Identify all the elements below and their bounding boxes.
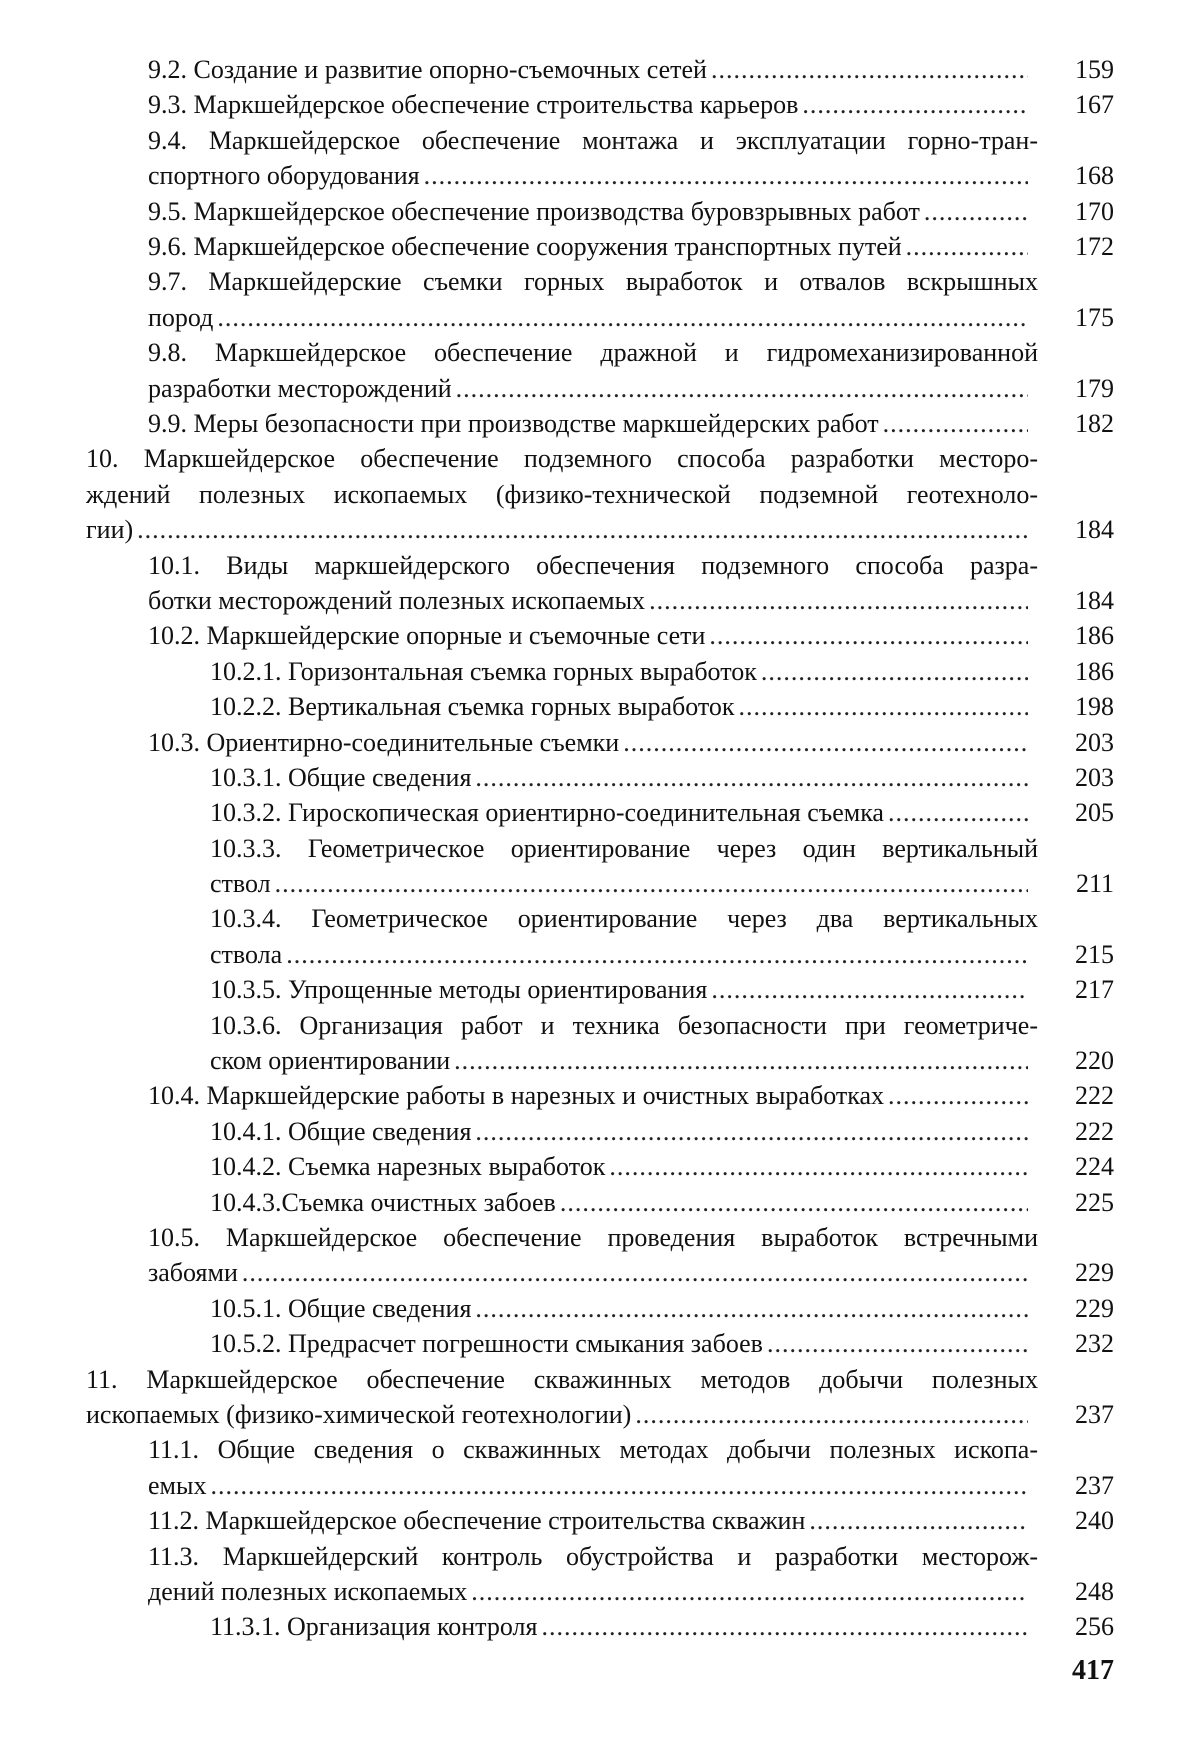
toc-entry-text: 10.5. Маркшейдерское обеспечение проведения выработок встречными <box>148 1223 1038 1253</box>
toc-entry-text: спортного оборудования <box>148 161 420 191</box>
toc-page-number: 256 <box>1075 1612 1114 1642</box>
toc-page-number: 229 <box>1075 1293 1114 1323</box>
toc-entry <box>0 795 1200 830</box>
toc-page-number: 222 <box>1075 1081 1114 1111</box>
dot-leader <box>709 618 1028 653</box>
toc-page-number: 225 <box>1075 1187 1114 1217</box>
toc-entry-text: 9.3. Маркшейдерское обеспечение строительства карьеров <box>148 90 799 120</box>
toc-entry <box>0 618 1200 653</box>
toc-entry-text: 9.5. Маркшейдерское обеспечение производства буровзрывных работ <box>148 196 920 226</box>
toc-entry-text: 9.9. Меры безопасности при производстве маркшейдерских работ <box>148 408 879 438</box>
toc-page-number: 198 <box>1075 692 1114 722</box>
toc-line <box>0 1468 1200 1503</box>
toc-entry-text: 10.1. Виды маркшейдерского обеспечения подземного способа разра- <box>148 550 1038 580</box>
toc-page-number: 237 <box>1075 1470 1114 1500</box>
toc-line <box>0 1397 1200 1432</box>
toc-page-number: 184 <box>1075 585 1114 615</box>
dot-leader <box>475 1291 1028 1326</box>
toc-entry <box>0 264 1200 335</box>
toc-entry <box>0 1114 1200 1149</box>
toc-entry-text: 10.3.3. Геометрическое ориентирование через один вертикальный <box>210 833 1038 863</box>
toc-line <box>0 1432 1200 1467</box>
dot-leader <box>475 1114 1028 1149</box>
toc-line <box>0 300 1200 335</box>
toc-entry <box>0 654 1200 689</box>
toc-line <box>0 194 1200 229</box>
toc-page-number: 217 <box>1075 975 1114 1005</box>
toc-page-number: 232 <box>1075 1329 1114 1359</box>
toc-entry <box>0 406 1200 441</box>
toc-page-number: 222 <box>1075 1116 1114 1146</box>
dot-leader <box>475 760 1028 795</box>
toc-line <box>0 760 1200 795</box>
toc-line <box>0 583 1200 618</box>
toc-entry-text: 10.2.1. Горизонтальная съемка горных выработок <box>210 656 757 686</box>
toc-entry <box>0 972 1200 1007</box>
toc-page-number: 175 <box>1075 302 1114 332</box>
dot-leader <box>883 406 1028 441</box>
toc-entry <box>0 1362 1200 1433</box>
toc-entry-text: дений полезных ископаемых <box>148 1576 468 1606</box>
toc-page-number: 205 <box>1075 798 1114 828</box>
toc-entry <box>0 1291 1200 1326</box>
toc-page-number: 220 <box>1075 1046 1114 1076</box>
toc-line <box>0 1114 1200 1149</box>
toc-page-number: 184 <box>1075 515 1114 545</box>
toc-entry-text: 11.2. Маркшейдерское обеспечение строительства скважин <box>148 1506 806 1536</box>
toc-page-number: 179 <box>1075 373 1114 403</box>
toc-line <box>0 1503 1200 1538</box>
toc-entry <box>0 1078 1200 1113</box>
toc-entry-text: ствол <box>210 869 271 899</box>
toc-entry-text: ском ориентировании <box>210 1046 451 1076</box>
toc-entry <box>0 52 1200 87</box>
toc-entry <box>0 1326 1200 1361</box>
dot-leader <box>454 1043 1028 1078</box>
toc-entry <box>0 760 1200 795</box>
toc-entry-text: 10.4.3.Съемка очистных забоев <box>210 1187 556 1217</box>
toc-page-number: 215 <box>1075 939 1114 969</box>
toc-entry-text: 10.3.2. Гироскопическая ориентирно-соединительная съемка <box>210 798 884 828</box>
toc-line <box>0 1078 1200 1113</box>
toc-line <box>0 689 1200 724</box>
toc-entry-text: 10. Маркшейдерское обеспечение подземного способа разработки месторо- <box>86 444 1038 474</box>
toc-entry-text: 10.2. Маркшейдерские опорные и съемочные сети <box>148 621 706 651</box>
toc-line <box>0 1362 1200 1397</box>
dot-leader <box>767 1326 1028 1361</box>
toc-line <box>0 229 1200 264</box>
toc-line <box>0 1149 1200 1184</box>
dot-leader <box>761 654 1028 689</box>
toc-entry-text: 11.3.1. Организация контроля <box>210 1612 538 1642</box>
dot-leader <box>924 194 1028 229</box>
toc-line <box>0 158 1200 193</box>
toc-entry-text: гии) <box>86 515 134 545</box>
toc-line <box>0 52 1200 87</box>
dot-leader <box>560 1185 1028 1220</box>
dot-leader <box>242 1255 1028 1290</box>
toc-entry-text: ствола <box>210 939 283 969</box>
dot-leader <box>888 1078 1028 1113</box>
toc-line <box>0 1574 1200 1609</box>
toc-entry-text: емых <box>148 1470 207 1500</box>
toc-page-number: 182 <box>1075 408 1114 438</box>
toc-line <box>0 654 1200 689</box>
toc-page-number: 168 <box>1075 161 1114 191</box>
toc-line <box>0 1539 1200 1574</box>
dot-leader <box>711 52 1028 87</box>
toc-page-number: 186 <box>1075 656 1114 686</box>
dot-leader <box>471 1574 1028 1609</box>
toc-entry <box>0 1185 1200 1220</box>
dot-leader <box>609 1149 1028 1184</box>
toc-entry-text: 9.4. Маркшейдерское обеспечение монтажа и эксплуатации горно-тран- <box>148 125 1038 155</box>
toc-entry-text: ботки месторождений полезных ископаемых <box>148 585 646 615</box>
toc-entry-text: 10.4. Маркшейдерские работы в нарезных и очистных выработках <box>148 1081 884 1111</box>
toc-line <box>0 618 1200 653</box>
toc-line <box>0 1008 1200 1043</box>
table-of-contents <box>0 52 1200 1645</box>
toc-entry-text: пород <box>148 302 214 332</box>
toc-entry-text: 10.4.2. Съемка нарезных выработок <box>210 1152 606 1182</box>
dot-leader <box>456 371 1028 406</box>
toc-entry <box>0 1609 1200 1644</box>
toc-page-number: 248 <box>1075 1576 1114 1606</box>
toc-entry <box>0 229 1200 264</box>
toc-entry-text: 10.4.1. Общие сведения <box>210 1116 472 1146</box>
toc-entry-text: ждений полезных ископаемых (физико-технической подземной геотехноло- <box>86 479 1038 509</box>
toc-line <box>0 795 1200 830</box>
toc-entry-text: 10.3. Ориентирно-соединительные съемки <box>148 727 620 757</box>
toc-line <box>0 477 1200 512</box>
toc-entry <box>0 1008 1200 1079</box>
toc-page-number: 240 <box>1075 1506 1114 1536</box>
toc-line <box>0 901 1200 936</box>
toc-entry <box>0 548 1200 619</box>
toc-line <box>0 1220 1200 1255</box>
toc-entry-text: 10.3.1. Общие сведения <box>210 762 472 792</box>
dot-leader <box>623 725 1028 760</box>
toc-entry-text: ископаемых (физико-химической геотехнологии) <box>86 1399 632 1429</box>
toc-line <box>0 866 1200 901</box>
toc-line <box>0 1043 1200 1078</box>
dot-leader <box>210 1468 1028 1503</box>
dot-leader <box>739 689 1028 724</box>
dot-leader <box>649 583 1028 618</box>
toc-page-number: 172 <box>1075 231 1114 261</box>
toc-entry-text: 9.6. Маркшейдерское обеспечение сооружения транспортных путей <box>148 231 902 261</box>
toc-entry-text: 10.5.1. Общие сведения <box>210 1293 472 1323</box>
toc-page-number: 186 <box>1075 621 1114 651</box>
dot-leader <box>711 972 1028 1007</box>
toc-entry <box>0 831 1200 902</box>
dot-leader <box>809 1503 1028 1538</box>
toc-entry <box>0 725 1200 760</box>
toc-line <box>0 123 1200 158</box>
dot-leader <box>541 1609 1028 1644</box>
toc-entry <box>0 901 1200 972</box>
toc-line <box>0 548 1200 583</box>
toc-line <box>0 725 1200 760</box>
toc-line <box>0 371 1200 406</box>
toc-entry <box>0 1149 1200 1184</box>
toc-entry-text: 10.3.6. Организация работ и техника безопасности при геометриче- <box>210 1010 1038 1040</box>
toc-entry-text: 9.7. Маркшейдерские съемки горных выработок и отвалов вскрышных <box>148 267 1038 297</box>
toc-entry-text: разработки месторождений <box>148 373 452 403</box>
toc-page-number: 237 <box>1075 1399 1114 1429</box>
dot-leader <box>802 87 1028 122</box>
toc-line <box>0 406 1200 441</box>
toc-page-number: 203 <box>1075 762 1114 792</box>
toc-line <box>0 335 1200 370</box>
toc-line <box>0 1609 1200 1644</box>
toc-entry-text: 11. Маркшейдерское обеспечение скважинных методов добычи полезных <box>86 1364 1038 1394</box>
toc-line <box>0 1291 1200 1326</box>
toc-entry-text: 11.3. Маркшейдерский контроль обустройства и разработки месторож- <box>148 1541 1038 1571</box>
toc-line <box>0 1185 1200 1220</box>
toc-page-number: 224 <box>1075 1152 1114 1182</box>
toc-entry <box>0 194 1200 229</box>
toc-page-number: 203 <box>1075 727 1114 757</box>
toc-page-number: 211 <box>1075 869 1114 899</box>
toc-line <box>0 1326 1200 1361</box>
dot-leader <box>635 1397 1028 1432</box>
toc-line <box>0 87 1200 122</box>
toc-page-number: 170 <box>1075 196 1114 226</box>
toc-line <box>0 1255 1200 1290</box>
toc-entry <box>0 123 1200 194</box>
toc-line <box>0 264 1200 299</box>
toc-page-number: 167 <box>1075 90 1114 120</box>
page-number: 417 <box>1072 1655 1114 1686</box>
toc-line <box>0 937 1200 972</box>
toc-entry <box>0 87 1200 122</box>
toc-line <box>0 441 1200 476</box>
dot-leader <box>906 229 1028 264</box>
toc-entry <box>0 335 1200 406</box>
toc-line <box>0 512 1200 547</box>
dot-leader <box>275 866 1028 901</box>
dot-leader <box>424 158 1028 193</box>
toc-page-number: 229 <box>1075 1258 1114 1288</box>
toc-entry <box>0 1432 1200 1503</box>
toc-line <box>0 972 1200 1007</box>
toc-entry <box>0 441 1200 547</box>
dot-leader <box>286 937 1028 972</box>
toc-entry <box>0 1220 1200 1291</box>
toc-entry-text: 11.1. Общие сведения о скважинных методах добычи полезных ископа- <box>148 1435 1038 1465</box>
toc-entry <box>0 1539 1200 1610</box>
toc-line <box>0 831 1200 866</box>
toc-entry <box>0 1503 1200 1538</box>
toc-entry-text: 9.8. Маркшейдерское обеспечение дражной и гидромеханизированной <box>148 338 1038 368</box>
toc-entry-text: 10.2.2. Вертикальная съемка горных выработок <box>210 692 735 722</box>
toc-entry-text: 9.2. Создание и развитие опорно-съемочных сетей <box>148 55 707 84</box>
toc-entry-text: 10.3.4. Геометрическое ориентирование через два вертикальных <box>210 904 1038 934</box>
dot-leader <box>137 512 1028 547</box>
toc-entry-text: 10.5.2. Предрасчет погрешности смыкания забоев <box>210 1329 763 1359</box>
dot-leader <box>888 795 1028 830</box>
toc-page-number: 159 <box>1075 55 1114 84</box>
toc-entry-text: забоями <box>148 1258 238 1288</box>
toc-entry <box>0 689 1200 724</box>
toc-entry-text: 10.3.5. Упрощенные методы ориентирования <box>210 975 708 1005</box>
dot-leader <box>217 300 1028 335</box>
